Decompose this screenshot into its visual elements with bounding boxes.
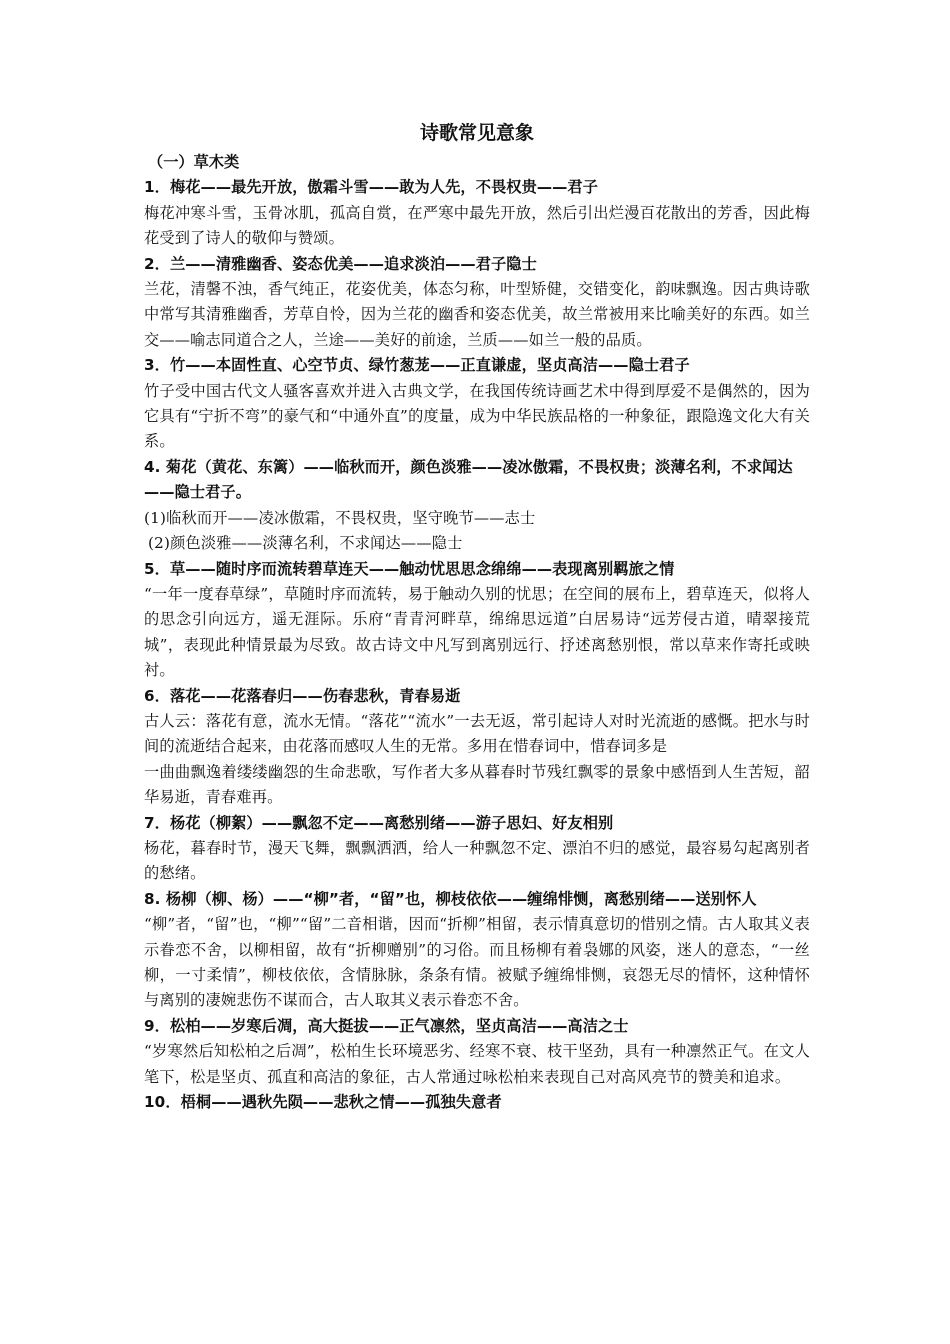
section-paragraph: 杨花，暮春时节，漫天飞舞，飘飘洒洒，给人一种飘忽不定、漂泊不归的感觉，最容易勾起离别者的愁绪。 bbox=[144, 838, 810, 883]
section-heading: 2．兰——清雅幽香、姿态优美——追求淡泊——君子隐士 bbox=[144, 254, 537, 273]
category-heading: （一）草木类 bbox=[148, 153, 240, 171]
section-5 bbox=[144, 557, 810, 684]
section-2 bbox=[144, 252, 810, 354]
section-9 bbox=[144, 1014, 810, 1090]
section-heading: 6．落花——花落春归——伤春悲秋，青春易逝 bbox=[144, 686, 461, 705]
section-4 bbox=[144, 455, 810, 557]
document-page bbox=[144, 118, 810, 1115]
section-6 bbox=[144, 684, 810, 811]
section-paragraph: 竹子受中国古代文人骚客喜欢并进入古典文学，在我国传统诗画艺术中得到厚爱不是偶然的，因为它具有“宁折不弯”的豪气和“中通外直”的度量，成为中华民族品格的一种象征，跟隐逸文化大有关系。 bbox=[144, 381, 810, 451]
section-heading: 4. 菊花（黄花、东篱）——临秋而开，颜色淡雅——凌冰傲霜，不畏权贵；淡薄名利，不求闻达——隐士君子。 bbox=[144, 457, 793, 502]
section-heading: 3．竹——本固性直、心空节贞、绿竹葱茏——正直谦虚，坚贞高洁——隐士君子 bbox=[144, 356, 690, 375]
section-paragraph: “一年一度春草绿”，草随时序而流转，易于触动久别的忧思；在空间的展布上，碧草连天，似将人的思念引向远方，遥无涯际。乐府“青青河畔草，绵绵思远道”白居易诗“远芳侵古道，晴翠接荒城”，表现此种情景最为尽致。故古诗文中凡写到离别远行、抒述离愁别恨，常以草来作寄托或映衬。 bbox=[144, 584, 810, 680]
section-paragraph: 一曲曲飘逸着缕缕幽怨的生命悲歌，写作者大多从暮春时节残红飘零的景象中感悟到人生苦短，韶华易逝，青春难再。 bbox=[144, 762, 810, 807]
section-1 bbox=[144, 175, 810, 251]
section-8 bbox=[144, 887, 810, 1014]
section-paragraph: 梅花冲寒斗雪，玉骨冰肌，孤高自赏，在严寒中最先开放，然后引出烂漫百花散出的芳香，因此梅花受到了诗人的敬仰与赞颂。 bbox=[144, 203, 810, 248]
section-heading: 10．梧桐——遇秋先陨——悲秋之情——孤独失意者 bbox=[144, 1093, 502, 1112]
section-heading: 8. 杨柳（柳、杨）——“柳”者，“留”也，柳枝依依——缠绵悱恻，离愁别绪——送别怀人 bbox=[144, 889, 757, 908]
section-sub-item: (1)临秋而开——凌冰傲霜，不畏权贵，坚守晚节——志士 bbox=[144, 508, 536, 527]
section-paragraph: “岁寒然后知松柏之后凋”，松柏生长环境恶劣、经寒不衰、枝干坚劲，具有一种凛然正气。在文人笔下，松是坚贞、孤直和高洁的象征，古人常通过咏松柏来表现自己对高风亮节的赞美和追求。 bbox=[144, 1042, 810, 1086]
section-heading: 1．梅花——最先开放，傲霜斗雪——敢为人先，不畏权贵——君子 bbox=[144, 178, 599, 197]
section-heading: 5．草——随时序而流转碧草连天——触动忧思思念绵绵——表现离别羁旅之情 bbox=[144, 559, 675, 578]
section-paragraph: “柳”者，“留”也，“柳”“留”二音相谐，因而“折柳”相留，表示情真意切的惜别之情。古人取其义表示眷恋不舍，以柳相留，故有“折柳赠别”的习俗。而且杨柳有着袅娜的风姿，迷人的意态，“一丝柳，一寸柔情”，柳枝依依，含情脉脉，条条有情。被赋予缠绵悱恻，哀怨无尽的情怀，这种情怀与离别的凄婉悲伤不谋而合，古人取其义表示眷恋不舍。 bbox=[144, 915, 810, 1010]
section-heading: 7．杨花（柳絮）——飘忽不定——离愁别绪——游子思妇、好友相别 bbox=[144, 813, 614, 832]
section-10 bbox=[144, 1090, 810, 1115]
document-title: 诗歌常见意象 bbox=[419, 122, 534, 144]
section-3 bbox=[144, 353, 810, 455]
section-7 bbox=[144, 811, 810, 887]
section-sub-item: (2)颜色淡雅——淡薄名利，不求闻达——隐士 bbox=[148, 534, 463, 553]
section-heading: 9．松柏——岁寒后凋，高大挺拔——正气凛然，坚贞高洁——高洁之士 bbox=[144, 1016, 629, 1035]
section-paragraph: 兰花，清馨不浊，香气纯正，花姿优美，体态匀称，叶型矫健，交错变化，韵味飘逸。因古典诗歌中常写其清雅幽香，芳草自怜，因为兰花的幽香和姿态优美，故兰常被用来比喻美好的东西。如兰交——喻志同道合之人，兰途——美好的前途，兰质——如兰一般的品质。 bbox=[144, 280, 810, 349]
section-paragraph: 古人云：落花有意，流水无情。“落花”“流水”一去无返，常引起诗人对时光流逝的感慨。把水与时间的流逝结合起来，由花落而感叹人生的无常。多用在惜春词中，惜春词多是 bbox=[144, 711, 810, 756]
